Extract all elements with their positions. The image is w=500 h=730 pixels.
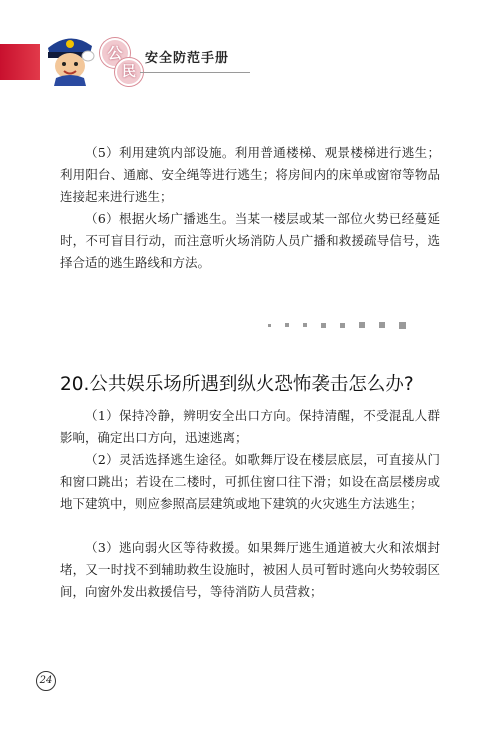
paragraph-5: （5）利用建筑内部设施。利用普通楼梯、观景楼梯进行逃生；利用阳台、通廊、安全绳等进行逃生；将房间内的床单或窗帘等物品连接起来进行逃生； (60, 145, 440, 204)
section-paragraph-1: （1）保持冷静，辨明安全出口方向。保持清醒，不受混乱人群影响，确定出口方向，迅速逃离； (60, 408, 440, 445)
page-number: 24 (36, 671, 56, 691)
badge-min: 民 (115, 58, 143, 86)
separator-dot (399, 322, 406, 329)
section-heading: 20.公共娱乐场所遇到纵火恐怖袭击怎么办? (60, 374, 414, 395)
separator-dot (321, 323, 326, 328)
section-paragraph-2: （2）灵活选择逃生途径。如歌舞厅设在楼层底层，可直接从门和窗口跳出；若设在二楼时，可抓住窗口往下滑；如设在高层楼房或地下建筑中，则应参照高层建筑或地下建筑的火灾逃生方法逃生； (60, 452, 440, 511)
header-red-tab (0, 44, 40, 80)
page-header (0, 28, 500, 80)
paragraph-6: （6）根据火场广播逃生。当某一楼层或某一部位火势已经蔓延时，不可盲目行动，而注意听火场消防人员广播和救援疏导信号，选择合适的逃生路线和方法。 (60, 211, 440, 270)
police-mascot-icon (38, 28, 102, 86)
header-title: 安全防范手册 (145, 51, 230, 66)
separator-dot (303, 323, 307, 327)
section-paragraph-3: （3）逃向弱火区等待救援。如果舞厅逃生通道被大火和浓烟封堵，又一时找不到辅助救生设施时，被困人员可暂时逃向火势较弱区间，向窗外发出救援信号，等待消防人员营救； (60, 540, 440, 599)
dot-separator (268, 320, 406, 330)
separator-dot (359, 322, 365, 328)
badge-gong: 公 (100, 38, 130, 68)
separator-dot (379, 322, 385, 328)
separator-dot (268, 324, 271, 327)
separator-dot (340, 323, 345, 328)
header-underline (140, 72, 250, 73)
separator-dot (285, 323, 289, 327)
